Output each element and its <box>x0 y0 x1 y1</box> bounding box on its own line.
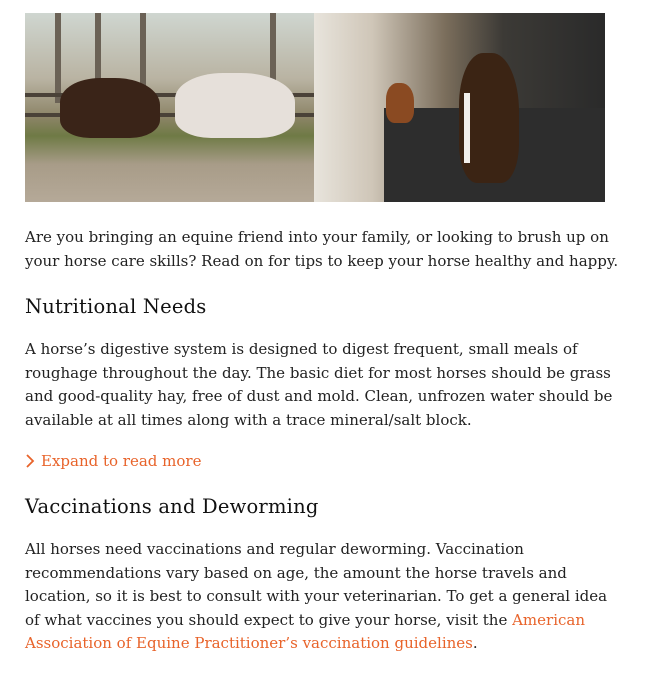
aaep-vaccination-guidelines-link[interactable]: American Association of Equine Practitioner’s vaccination guidelines <box>25 610 585 652</box>
chevron-right-icon <box>25 453 35 469</box>
horse-stable-photo <box>314 13 605 202</box>
article <box>25 13 620 656</box>
expand-label: Expand to read more <box>41 452 202 470</box>
nutrition-paragraph: A horse’s digestive system is designed to digest frequent, small meals of roughage throughout the day. The basic diet for most horses should be grass and good-quality hay, free of dust and mold. Clean, unfrozen water should be available at all times along with a trace mineral/salt block. <box>25 340 613 429</box>
intro-paragraph: Are you bringing an equine friend into your family, or looking to brush up on your horse care skills? Read on for tips to keep your horse healthy and happy. <box>25 228 619 270</box>
vaccinations-paragraph <box>25 538 620 656</box>
horses-in-paddock-photo <box>25 13 314 202</box>
section-heading-nutrition: Nutritional Needs <box>25 295 207 318</box>
vaccinations-text-end: . <box>472 634 478 652</box>
expand-to-read-more-link[interactable] <box>25 452 620 470</box>
vaccinations-text: All horses need vaccinations and regular deworming. Vaccination recommendations vary based on age, the amount the horse travels and location, so it is best to consult with your veterinarian. To get a general idea of what vaccines you should expect to give your horse, visit the <box>25 540 608 629</box>
hero-image <box>25 13 605 202</box>
section-heading-vaccinations: Vaccinations and Deworming <box>25 495 319 518</box>
